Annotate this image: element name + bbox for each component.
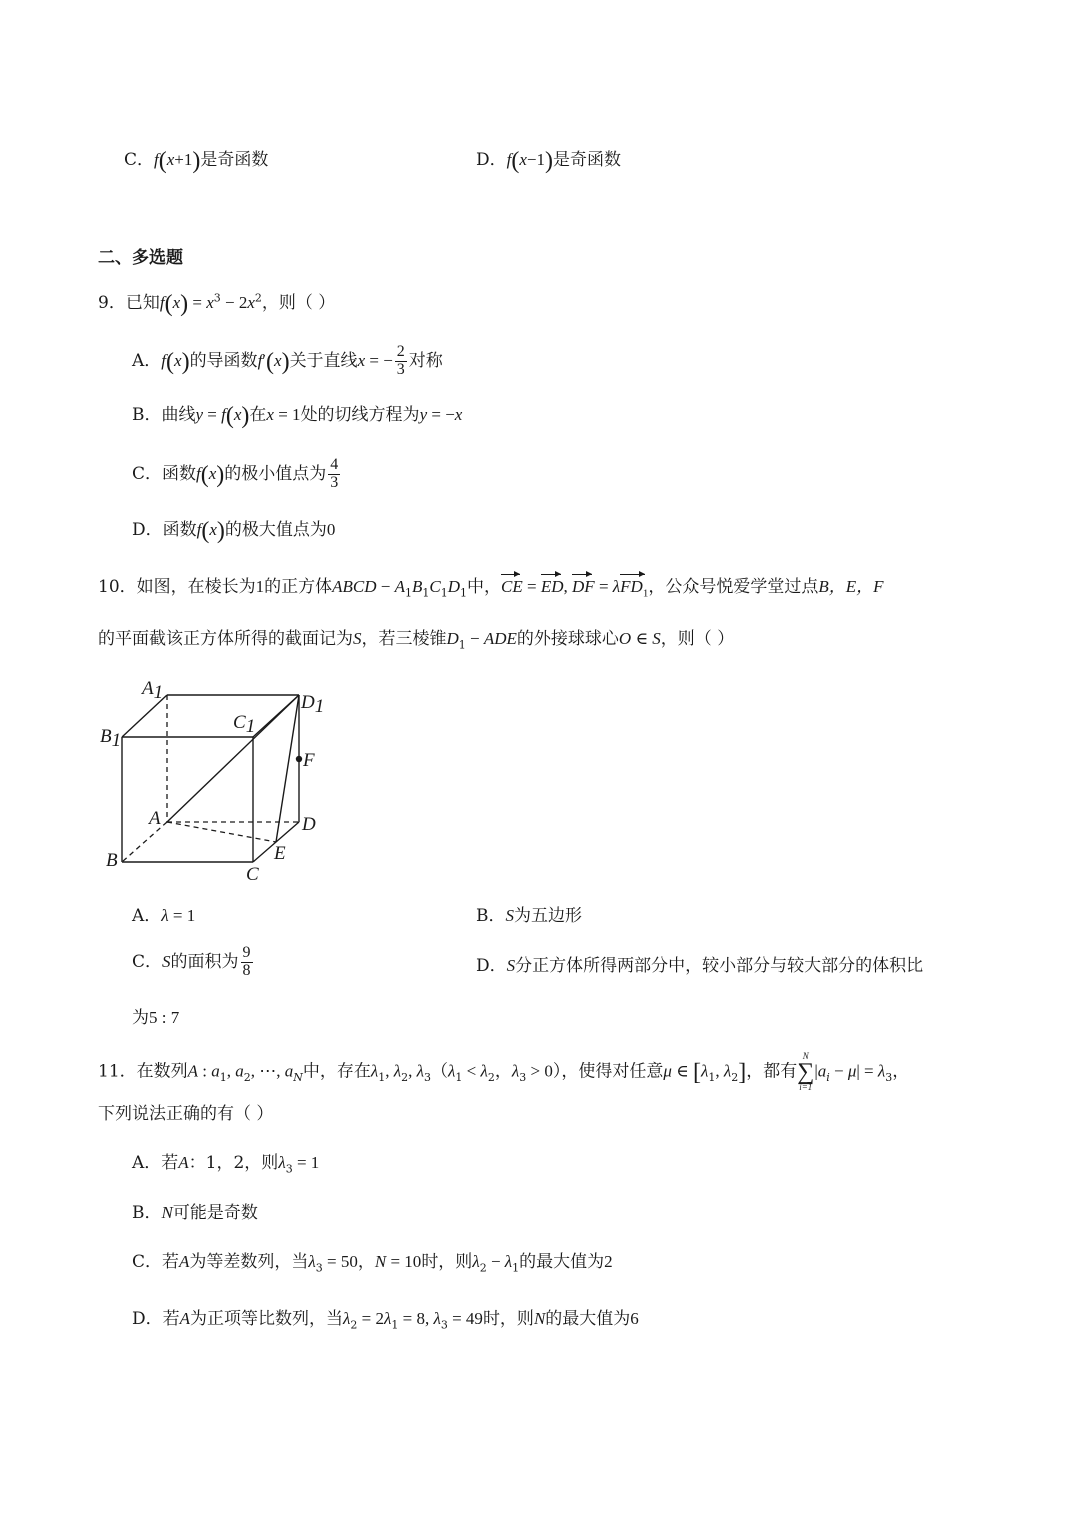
q10-c-fraction: $\frac{9}{8}$ xyxy=(242,944,251,979)
q11-stem-line2: 下列说法正确的有（ ） xyxy=(98,1104,274,1124)
point-f xyxy=(296,756,302,762)
q10-option-c: C．S的面积为 $\frac{9}{8}$ xyxy=(132,944,251,979)
q10-stem-line2: 的平面截该正方体所得的截面记为S，若三棱锥$D_1$ − ADE的外接球球心O ∈ S，则（ ） xyxy=(98,629,735,652)
segment-d1-e xyxy=(276,695,299,842)
q8-option-d: D．f(x−1)是奇函数 xyxy=(476,148,622,174)
q11-stem-line1: 11．在数列A : $a_1$, $a_2$, ⋯, $a_N$中，存在$\lambda_1$, $\lambda_2$, $\lambda_3(\lambda_1 < \lambda_2$，$\lambda_3 > 0$），使得对任意μ ∈ [$\lambda_1$, $\lambda_2$]，都有 N ∑ i=1 $|a_i - \mu| = \lambda_3$， xyxy=(98,1051,910,1093)
q10-stem-line1: 10．如图，在棱长为1的正方体ABCD − $A_1B_1C_1D_1$中，CE = ED, DF = λFD$_1$，公众号悦爱学堂过点B，E，F xyxy=(98,573,884,601)
q9-stem: 9．已知$f(x) = x^3 - 2x^2$，则（ ） xyxy=(98,291,336,317)
label-b: B xyxy=(106,850,118,871)
q9-c-fraction: $\frac{4}{3}$ xyxy=(330,456,339,491)
label-a: A xyxy=(149,808,161,829)
q11-option-d: D．若A为正项等比数列，当$\lambda_2 = 2\lambda_1 = 8$, $\lambda_3 = 49$时，则N的最大值为6 xyxy=(132,1309,639,1332)
label-f: F xyxy=(303,750,315,771)
q11-option-c: C．若A为等差数列，当$\lambda_3 = 50$，N = 10时，则$\lambda_2 - \lambda_1$的最大值为2 xyxy=(132,1252,613,1275)
summation-symbol: N ∑ i=1 xyxy=(797,1051,815,1093)
label-c: C xyxy=(246,864,259,885)
cube-figure xyxy=(98,672,338,892)
q10-option-d: D．S分正方体所得两部分中，较小部分与较大部分的体积比 xyxy=(476,956,924,976)
label-a1: A1 xyxy=(142,678,164,703)
label-b1: B1 xyxy=(100,726,122,751)
q10-option-b: B．S为五边形 xyxy=(476,906,582,926)
label-e: E xyxy=(274,843,286,864)
label-c1: C1 xyxy=(233,712,256,737)
label-d1: D1 xyxy=(301,692,325,717)
section-title: 二、多选题 xyxy=(98,248,183,268)
q9-option-c: C．函数f(x)的极小值点为 $\frac{4}{3}$ xyxy=(132,456,339,491)
hidden-segment-a-e xyxy=(167,822,276,842)
q9-option-d: D．函数f(x)的极大值点为0 xyxy=(132,518,336,544)
q11-option-a: A．若A：1，2，则$\lambda_3 = 1$ xyxy=(132,1153,320,1176)
q11-option-b: B．N可能是奇数 xyxy=(132,1203,258,1223)
q9-a-fraction: $\frac{2}{3}$ xyxy=(396,343,405,378)
q10-option-d-continued: 为5 : 7 xyxy=(132,1008,180,1028)
q8-option-c: C．f(x+1)是奇函数 xyxy=(124,148,269,174)
label-d: D xyxy=(302,814,316,835)
q10-option-a: A．λ = 1 xyxy=(132,906,196,926)
q9-option-a: A．f(x)的导函数f′(x)关于直线x = − $\frac{2}{3}$ 对称 xyxy=(132,343,443,378)
q9-option-b: B．曲线y = f(x)在x = 1处的切线方程为y = −x xyxy=(132,403,463,429)
